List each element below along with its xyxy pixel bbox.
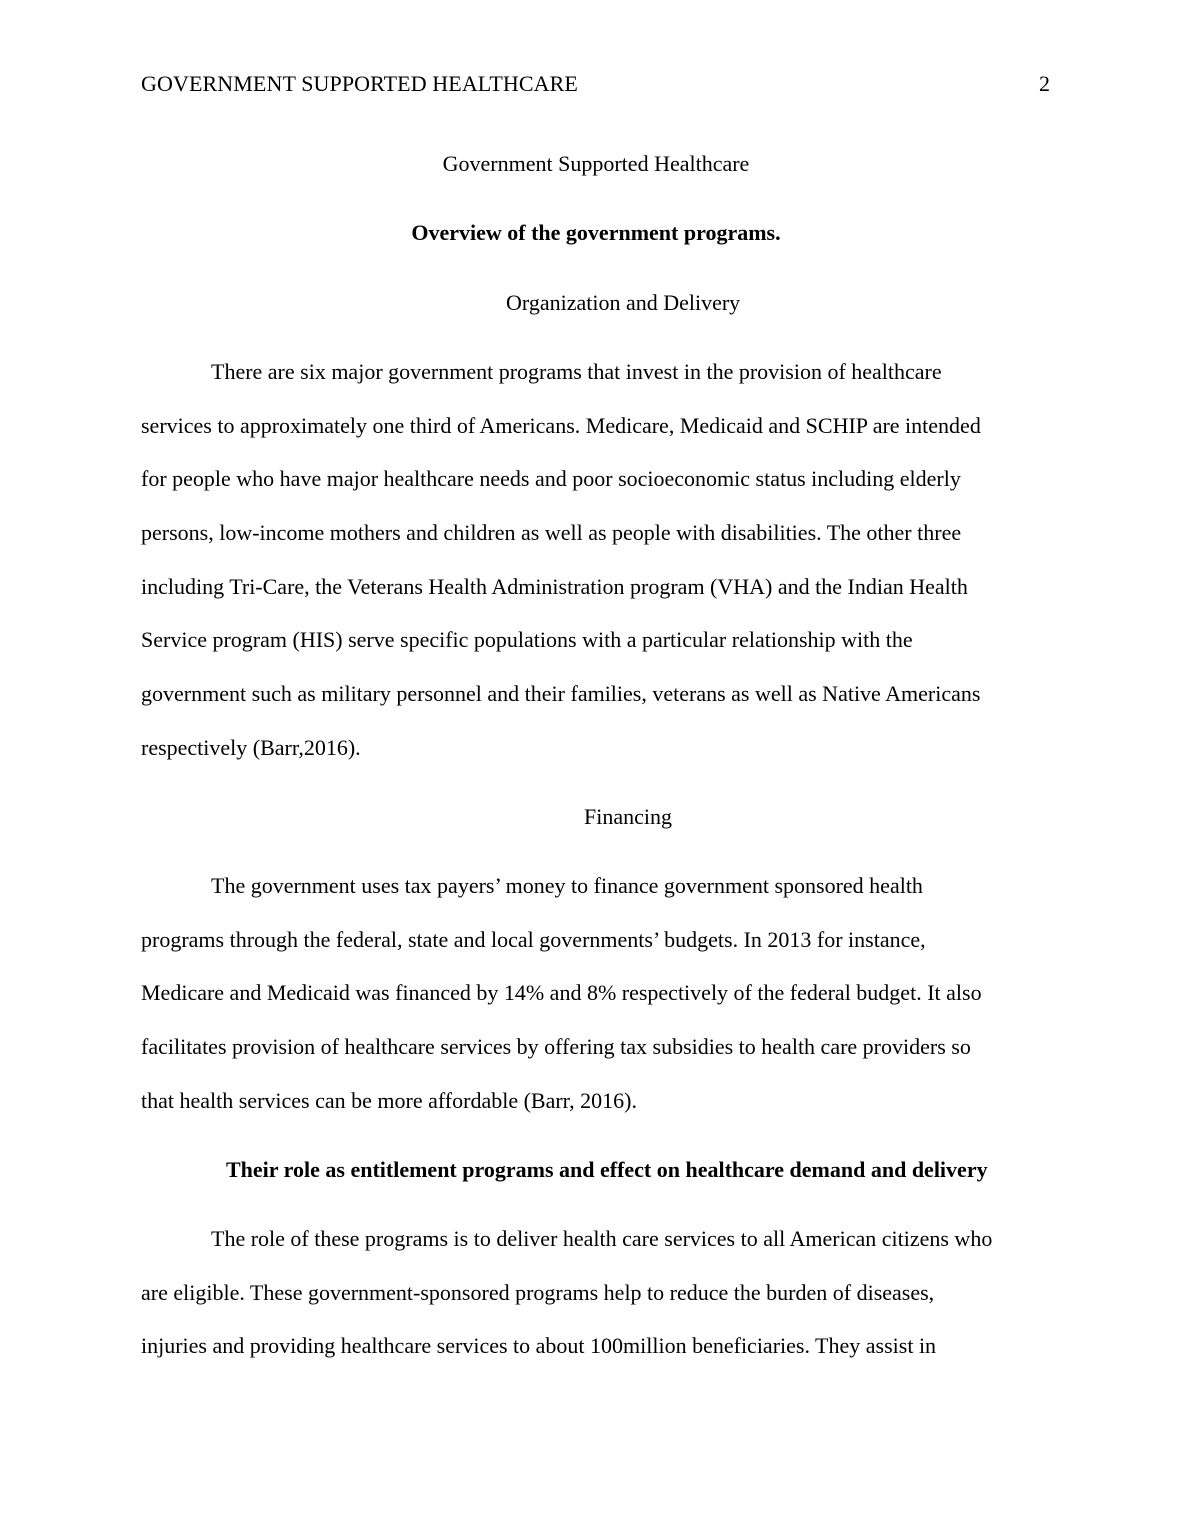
paragraph-line: programs through the federal, state and local governments’ budgets. In 2013 for instance, [141,927,926,952]
paragraph-line: The role of these programs is to deliver health care services to all American citizens who [211,1226,993,1251]
section-heading-entitlement: Their role as entitlement programs and effect on healthcare demand and delivery [226,1157,988,1182]
paragraph-line: There are six major government programs that invest in the provision of healthcare [211,359,942,384]
paragraph-line: for people who have major healthcare needs and poor socioeconomic status including elderly [141,466,961,491]
paragraph-line: including Tri-Care, the Veterans Health Administration program (VHA) and the Indian Health [141,574,968,599]
paragraph-line: government such as military personnel and their families, veterans as well as Native Americans [141,681,981,706]
paragraph-line: Medicare and Medicaid was financed by 14% and 8% respectively of the federal budget. It also [141,980,982,1005]
section-heading-overview: Overview of the government programs. [411,220,781,245]
paragraph-line: injuries and providing healthcare services to about 100million beneficiaries. They assist in [141,1333,937,1358]
paragraph-line: persons, low-income mothers and children as well as people with disabilities. The other three [141,520,962,545]
paragraph-line: facilitates provision of healthcare services by offering tax subsidies to health care providers so [141,1034,971,1059]
paragraph-line: that health services can be more affordable (Barr, 2016). [141,1088,637,1113]
paragraph-line: respectively (Barr,2016). [141,735,361,760]
subheading-organization-delivery: Organization and Delivery [506,290,741,315]
paragraph-line: services to approximately one third of Americans. Medicare, Medicaid and SCHIP are intended [141,413,981,438]
paragraph-line: The government uses tax payers’ money to finance government sponsored health [211,873,923,898]
subheading-financing: Financing [584,804,672,829]
paragraph-line: are eligible. These government-sponsored programs help to reduce the burden of diseases, [141,1280,935,1305]
page-number: 2 [1039,71,1050,96]
document-title: Government Supported Healthcare [442,151,750,176]
paragraph-line: Service program (HIS) serve specific populations with a particular relationship with the [141,627,913,652]
running-head: GOVERNMENT SUPPORTED HEALTHCARE [141,71,578,96]
